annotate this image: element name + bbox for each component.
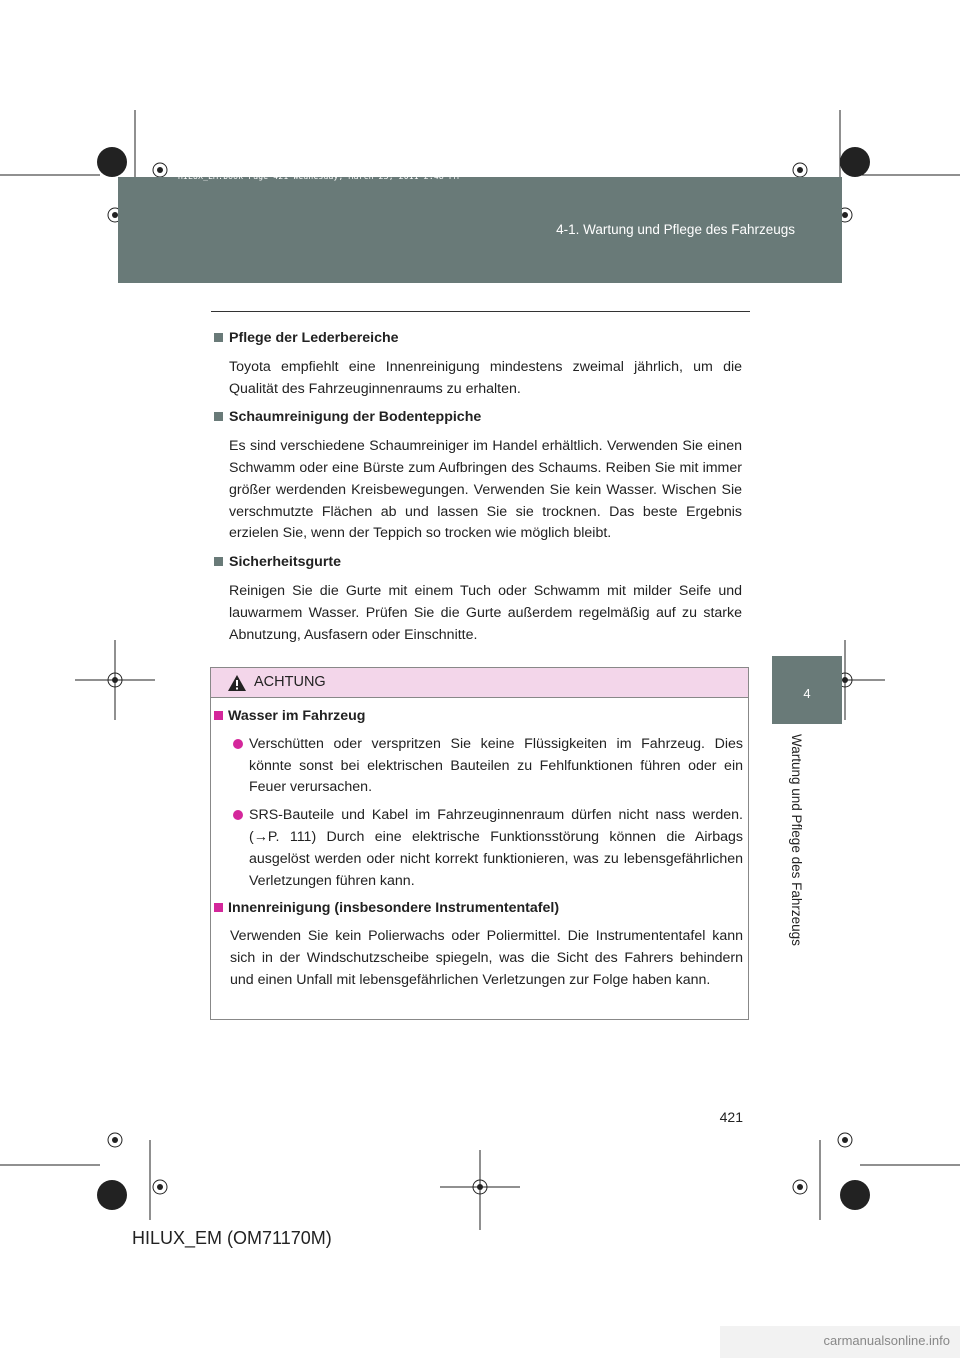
square-bullet-icon	[214, 412, 223, 421]
round-bullet-icon	[233, 810, 243, 820]
square-bullet-icon	[214, 903, 223, 912]
print-info: HILUX_EM.book Page 421 Wednesday, March 23, 2011 2:48 PM	[178, 172, 459, 181]
round-bullet-icon	[233, 739, 243, 749]
heading-text: Wasser im Fahrzeug	[228, 708, 366, 724]
square-bullet-icon	[214, 557, 223, 566]
chapter-number: 4	[803, 686, 811, 701]
warning-box	[210, 667, 749, 1020]
document-code: HILUX_EM (OM71170M)	[132, 1228, 332, 1248]
section-heading	[212, 407, 742, 429]
heading-text: Schaumreinigung der Bodenteppiche	[229, 409, 482, 426]
bullet-text: Verschütten oder verspritzen Sie keine Flüssigkeiten im Fahrzeug. Dies könnte sonst bei elektrischen Bauteilen zu Fehlfunktionen führen oder ein Feuer verursachen.	[249, 735, 743, 796]
section-heading	[212, 552, 742, 574]
square-bullet-icon	[214, 333, 223, 342]
section-title: 4-1. Wartung und Pflege des Fahrzeugs	[556, 222, 795, 237]
top-divider	[211, 311, 750, 312]
section-paragraph: Es sind verschiedene Schaumreiniger im Handel erhältlich. Verwenden Sie einen Schwamm oder eine Bürste zum Aufbringen des Schaums. Reiben Sie mit immer größer werdenden Kreisbewegungen. Verwenden Sie kein Wasser. Wischen Sie verschmutzte Flächen ab und lassen Sie sie trocknen. Das beste Ergebnis erzielen Sie, wenn der Teppich so trocken wie möglich bleibt.	[229, 438, 742, 542]
heading-text: Pflege der Lederbereiche	[229, 330, 399, 346]
section-paragraph: Toyota empfiehlt eine Innenreinigung mindestens zweimal jährlich, um die Qualität des Fahrzeuginnenraums zu erhalten.	[229, 358, 742, 397]
section-paragraph: Reinigen Sie die Gurte mit einem Tuch oder Schwamm mit milder Seife und lauwarmem Wasser. Prüfen Sie die Gurte außerdem regelmäßig auf zu starke Abnutzung, Ausfasern oder Einschnitte.	[229, 582, 742, 643]
warning-heading	[211, 706, 743, 728]
warning-paragraph: Verwenden Sie kein Polierwachs oder Poliermittel. Die Instrumententafel kann sich in der Windschutzscheibe spiegeln, was die Sicht des Fahrers behindern und einen Unfall mit lebensgefährlichen Verletzungen zur Folge haben kann.	[230, 928, 743, 988]
heading-text: Sicherheitsgurte	[229, 554, 341, 571]
warning-header	[211, 668, 748, 698]
bullet-text: SRS-Bauteile und Kabel im Fahrzeuginnenraum dürfen nicht nass werden. (→P. 111) Durch eine elektrische Funktionsstörung können die Airbags ausgelöst werden oder nicht korrekt funktionieren, was zu lebensgefährlichen Verletzungen führen kann.	[249, 807, 743, 889]
main-content	[212, 328, 742, 653]
chapter-tab	[772, 656, 842, 724]
page-number: 421	[719, 1109, 743, 1125]
warning-heading	[211, 898, 743, 920]
section-heading	[212, 328, 742, 350]
warning-title: ACHTUNG	[254, 674, 326, 690]
watermark: carmanualsonline.info	[720, 1326, 960, 1358]
warning-triangle-icon	[228, 675, 246, 691]
heading-text: Innenreinigung (insbesondere Instrumententafel)	[228, 900, 560, 917]
chapter-title-vertical: Wartung und Pflege des Fahrzeugs	[789, 734, 804, 946]
square-bullet-icon	[214, 711, 223, 720]
warning-bullet	[230, 805, 743, 892]
warning-body	[211, 706, 743, 998]
warning-bullet	[230, 734, 743, 799]
